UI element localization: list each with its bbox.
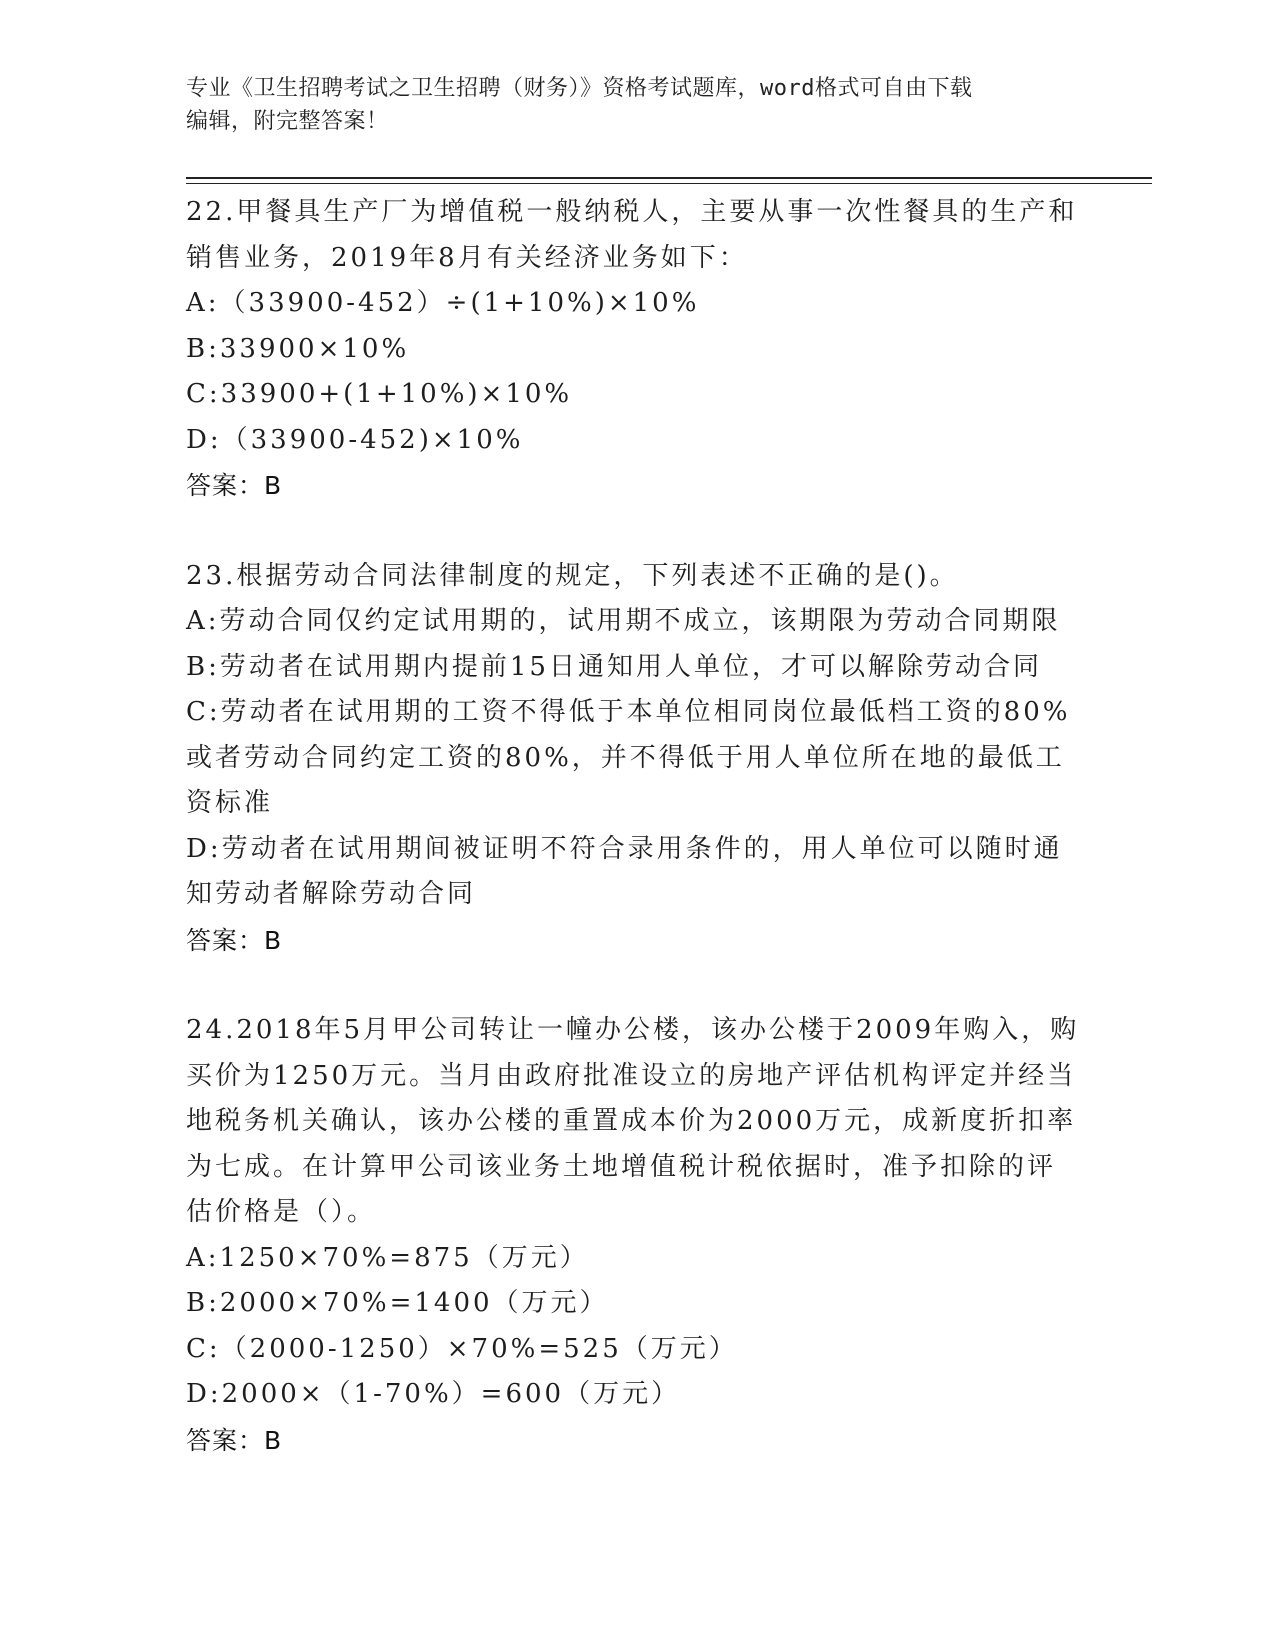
question-stem-line: 地税务机关确认，该办公楼的重置成本价为2000万元，成新度折扣率 bbox=[186, 1106, 1077, 1136]
answer-line: 答案：B bbox=[186, 471, 283, 500]
option-line: B:劳动者在试用期内提前15日通知用人单位，才可以解除劳动合同 bbox=[186, 651, 1042, 682]
answer-line: 答案：B bbox=[186, 925, 283, 955]
question-list bbox=[186, 190, 1086, 1463]
document-header bbox=[186, 72, 1086, 138]
option-line: A:1250×70%=875（万元） bbox=[186, 1242, 589, 1273]
question-stem-line: 24.2018年5月甲公司转让一幢办公楼，该办公楼于2009年购入，购 bbox=[186, 1015, 1080, 1045]
header-line-1: 专业《卫生招聘考试之卫生招聘（财务）》资格考试题库，word格式可自由下载 bbox=[186, 76, 973, 101]
option-line: A:（33900-452）÷(1+10%)×10% bbox=[186, 288, 700, 318]
question-block bbox=[186, 190, 1086, 509]
answer-line: 答案：B bbox=[186, 1425, 283, 1455]
option-line: 资标准 bbox=[186, 788, 274, 818]
question-block bbox=[186, 1008, 1086, 1463]
option-line: C:33900+(1+10%)×10% bbox=[186, 379, 573, 409]
option-line: B:2000×70%=1400（万元） bbox=[186, 1288, 609, 1318]
option-line: B:33900×10% bbox=[186, 333, 410, 364]
question-stem-line: 估价格是（）。 bbox=[186, 1197, 377, 1227]
option-line: D:（33900-452)×10% bbox=[186, 424, 524, 455]
header-line-2: 编辑，附完整答案！ bbox=[186, 109, 389, 134]
option-line: D:劳动者在试用期间被证明不符合录用条件的，用人单位可以随时通 bbox=[186, 833, 1063, 864]
question-stem-line: 23.根据劳动合同法律制度的规定，下列表述不正确的是()。 bbox=[186, 560, 959, 591]
option-line: 或者劳动合同约定工资的80%，并不得低于用人单位所在地的最低工 bbox=[186, 742, 1065, 773]
option-line: 知劳动者解除劳动合同 bbox=[186, 879, 477, 909]
option-line: C:（2000-1250）×70%=525（万元） bbox=[186, 1333, 738, 1364]
option-line: C:劳动者在试用期的工资不得低于本单位相同岗位最低档工资的80% bbox=[186, 697, 1071, 727]
question-stem-line: 22.甲餐具生产厂为增值税一般纳税人，主要从事一次性餐具的生产和 bbox=[186, 197, 1078, 227]
question-stem-line: 为七成。在计算甲公司该业务土地增值税计税依据时，准予扣除的评 bbox=[186, 1151, 1057, 1182]
header-divider-thin bbox=[186, 183, 1152, 184]
option-line: A:劳动合同仅约定试用期的，试用期不成立，该期限为劳动合同期限 bbox=[186, 606, 1061, 636]
option-line: D:2000×（1-70%）=600（万元） bbox=[186, 1379, 681, 1409]
question-stem-line: 买价为1250万元。当月由政府批准设立的房地产评估机构评定并经当 bbox=[186, 1060, 1077, 1091]
question-stem-line: 销售业务，2019年8月有关经济业务如下： bbox=[186, 242, 748, 273]
question-block bbox=[186, 554, 1086, 964]
header-divider-thick bbox=[186, 177, 1152, 179]
